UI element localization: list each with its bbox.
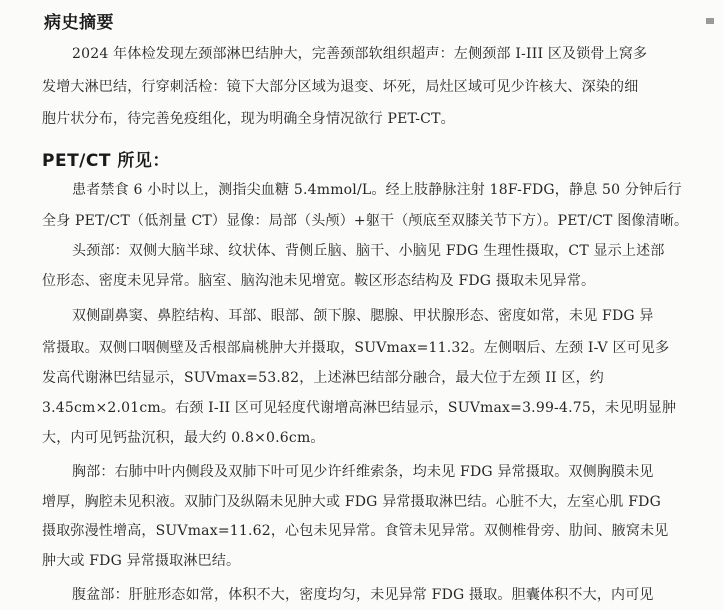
sinus-line-4: 3.45cm×2.01cm。右颈 I-II 区可见轻度代谢增高淋巴结显示，SUVmax=3.99-4.75，未见明显肿: [42, 400, 677, 416]
history-heading: 病史摘要: [44, 13, 114, 33]
chest-line-3: 摄取弥漫性增高，SUVmax=11.62，心包未见异常。食管未见异常。双侧椎骨旁、肋间、腋窝未见: [42, 523, 669, 539]
history-line-3: 胞片状分布，待完善免疫组化，现为明确全身情况欲行 PET-CT。: [42, 111, 455, 127]
chest-line-1: 胸部：右肺中叶内侧段及双肺下叶可见少许纤维索条，均未见 FDG 异常摄取。双侧胸膜未见: [72, 464, 654, 480]
chest-line-4: 肿大或 FDG 异常摄取淋巴结。: [42, 553, 241, 569]
page-corner-mark: [706, 18, 714, 24]
history-line-1: 2024 年体检发现左颈部淋巴结肿大，完善颈部软组织超声：左侧颈部 I-III 区及锁骨上窝多: [72, 46, 648, 62]
intro-line-1: 患者禁食 6 小时以上，测指尖血糖 5.4mmol/L。经上肢静脉注射 18F-FDG，静息 50 分钟后行: [72, 182, 682, 198]
head-neck-line-1: 头颈部：双侧大脑半球、纹状体、背侧丘脑、脑干、小脑见 FDG 生理性摄取，CT 显示上述部: [72, 243, 665, 259]
sinus-line-5: 大，内可见钙盐沉积，最大约 0.8×0.6cm。: [42, 430, 325, 446]
sinus-line-3: 发高代谢淋巴结显示，SUVmax=53.82，上述淋巴结部分融合，最大位于左颈 II 区，约: [42, 370, 604, 386]
sinus-line-1: 双侧副鼻窦、鼻腔结构、耳部、眼部、颌下腺、腮腺、甲状腺形态、密度如常，未见 FDG 异: [72, 308, 654, 324]
findings-heading: PET/CT 所见：: [42, 151, 170, 171]
abdomen-line-1: 腹盆部：肝脏形态如常，体积不大，密度均匀，未见异常 FDG 摄取。胆囊体积不大，内可见: [72, 587, 654, 603]
chest-line-2: 增厚，胸腔未见积液。双肺门及纵隔未见肿大或 FDG 异常摄取淋巴结。心脏不大，左室心肌 FDG: [42, 494, 661, 510]
head-neck-line-2: 位形态、密度未见异常。脑室、脑沟池未见增宽。鞍区形态结构及 FDG 摄取未见异常。: [42, 273, 596, 289]
intro-line-2: 全身 PET/CT（低剂量 CT）显像：局部（头颅）+躯干（颅底至双膝关节下方）。PET/CT 图像清晰。: [42, 213, 689, 229]
sinus-line-2: 常摄取。双侧口咽侧壁及舌根部扁桃肿大并摄取，SUVmax=11.32。左侧咽后、左颈 I-V 区可见多: [42, 340, 670, 356]
history-line-2: 发增大淋巴结，行穿刺活检：镜下大部分区域为退变、坏死，局灶区域可见少许核大、深染的细: [42, 79, 639, 95]
